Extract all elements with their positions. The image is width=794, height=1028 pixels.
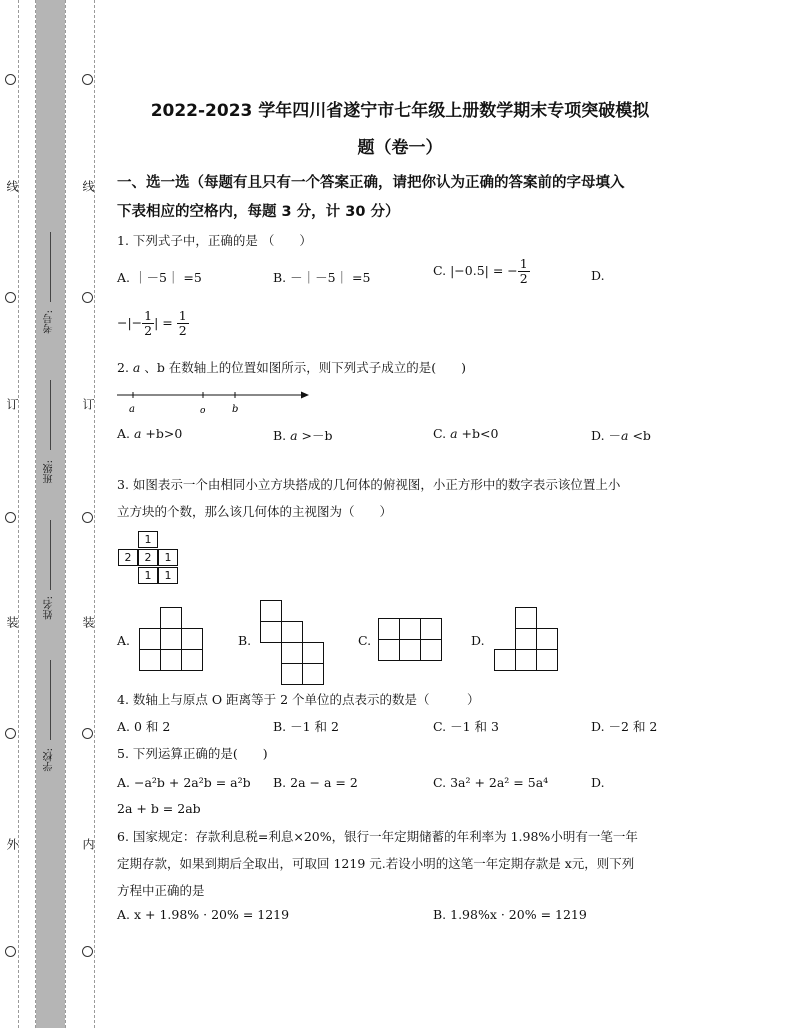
grid-cell: 1	[138, 531, 158, 548]
q6-stem-line3: 方程中正确的是	[117, 883, 205, 898]
margin-char: 内	[81, 838, 95, 850]
q3-figure-d	[494, 607, 561, 671]
field-line[interactable]	[50, 520, 51, 590]
q6-option-a: A. x + 1.98% · 20% = 1219	[117, 907, 290, 922]
q2-option-d: D. －𝑎 <b	[591, 428, 651, 443]
margin-char: 线	[5, 180, 19, 192]
q4-option-d: D. －2 和 2	[591, 719, 658, 734]
margin-char: 装	[81, 616, 95, 628]
q1-option-a: A. ｜－5｜ =5	[117, 270, 202, 285]
q3-figure-b	[260, 600, 327, 685]
q4-option-c: C. －1 和 3	[433, 719, 499, 734]
q3-option-c-label: C.	[358, 633, 372, 648]
grid-cell: 2	[118, 549, 138, 566]
q2-stem: 2. 𝑎 、b 在数轴上的位置如图所示，则下列式子成立的是( )	[117, 360, 467, 375]
axis-label: a	[129, 404, 135, 415]
grid-cell: 1	[138, 567, 158, 584]
q4-stem: 4. 数轴上与原点 O 距离等于 2 个单位的点表示的数是（ ）	[117, 692, 480, 707]
outer-dashed-line	[18, 0, 19, 1028]
q3-stem-line2: 立方块的个数，那么该几何体的主视图为（ ）	[117, 504, 393, 519]
field-line[interactable]	[50, 660, 51, 740]
axis-arrow	[301, 392, 309, 399]
q3-stem: 3. 如图表示一个由相同小立方块搭成的几何体的俯视图，小正方形中的数字表示该位置上小	[117, 477, 621, 492]
top-view-grid	[118, 531, 180, 587]
field-label-exam-no: 考号:	[44, 310, 55, 334]
axis-label: o	[200, 406, 206, 416]
field-label-school: 学校:	[44, 748, 55, 772]
strip-left-edge	[35, 0, 36, 1028]
section-heading-line2: 下表相应的空格内，每题 3 分，计 30 分）	[117, 204, 400, 220]
section-heading: 一、选一选（每题有且只有一个答案正确，请把你认为正确的答案前的字母填入	[117, 175, 625, 191]
binding-hole	[5, 512, 16, 523]
field-line[interactable]	[50, 232, 51, 302]
binding-hole	[5, 292, 16, 303]
grid-cell: 1	[158, 567, 178, 584]
q3-option-a-label: A.	[117, 633, 131, 648]
q1-option-d-label: D.	[591, 268, 605, 283]
page-title: 2022-2023 学年四川省遂宁市七年级上册数学期末专项突破模拟	[150, 101, 650, 121]
q6-stem: 6. 国家规定：存款利息税=利息×20%，银行一年定期储蓄的年利率为 1.98%小明有一笔一年	[117, 829, 638, 844]
binding-hole	[82, 74, 93, 85]
grid-cell: 1	[158, 549, 178, 566]
q4-option-a: A. 0 和 2	[117, 719, 171, 734]
q6-stem-line2: 定期存款，如果到期后全取出，可取回 1219 元.若设小明的这笔一年定期存款是 x元，则下列	[117, 856, 635, 871]
strip-right-edge	[65, 0, 66, 1028]
field-label-class: 班级:	[44, 460, 55, 484]
binding-hole	[5, 728, 16, 739]
margin-char: 外	[5, 838, 19, 850]
q5-option-d-label: D.	[591, 775, 605, 790]
binding-strip	[36, 0, 65, 1028]
q2-option-b: B. 𝑎 >－b	[273, 428, 333, 443]
binding-hole	[82, 946, 93, 957]
field-line[interactable]	[50, 380, 51, 450]
q4-option-b: B. －1 和 2	[273, 719, 339, 734]
binding-hole	[5, 74, 16, 85]
q2-option-a: A. 𝑎 +b>0	[117, 426, 183, 441]
q3-option-b-label: B.	[238, 633, 252, 648]
q1-option-d-expr: −|− $\frac{1}{2}$ | = $\frac{1}{2}$	[117, 308, 187, 338]
q3-figure-a	[139, 607, 206, 671]
binding-hole	[82, 292, 93, 303]
q1-option-c: C. |−0.5| = − $\frac{1}{2}$	[433, 256, 528, 286]
q5-option-c: C. 3a² + 2a² = 5a⁴	[433, 775, 549, 790]
q5-option-b: B. 2a − a = 2	[273, 775, 358, 790]
binding-hole	[82, 728, 93, 739]
field-label-name: 姓名:	[44, 596, 55, 620]
binding-hole	[82, 512, 93, 523]
number-line	[115, 386, 315, 416]
q3-option-d-label: D.	[471, 633, 485, 648]
margin-char: 线	[81, 180, 95, 192]
q3-figure-c	[378, 618, 445, 661]
margin-char: 订	[81, 398, 95, 410]
margin-char: 装	[5, 616, 19, 628]
q5-stem: 5. 下列运算正确的是( )	[117, 746, 268, 761]
grid-cell: 2	[138, 549, 158, 566]
q5-option-d-expr: 2a + b = 2ab	[117, 801, 201, 816]
inner-dashed-line	[94, 0, 95, 1028]
q1-option-b: B. －｜－5｜ =5	[273, 270, 371, 285]
axis-label: b	[232, 404, 239, 415]
q6-option-b: B. 1.98%x · 20% = 1219	[433, 907, 587, 922]
page-title-line2: 题（卷一）	[357, 138, 443, 158]
q1-stem: 1. 下列式子中，正确的是 （ ）	[117, 233, 312, 248]
q2-option-c: C. 𝑎 +b<0	[433, 426, 499, 441]
margin-char: 订	[5, 398, 19, 410]
q5-option-a: A. −a²b + 2a²b = a²b	[117, 775, 251, 790]
binding-hole	[5, 946, 16, 957]
